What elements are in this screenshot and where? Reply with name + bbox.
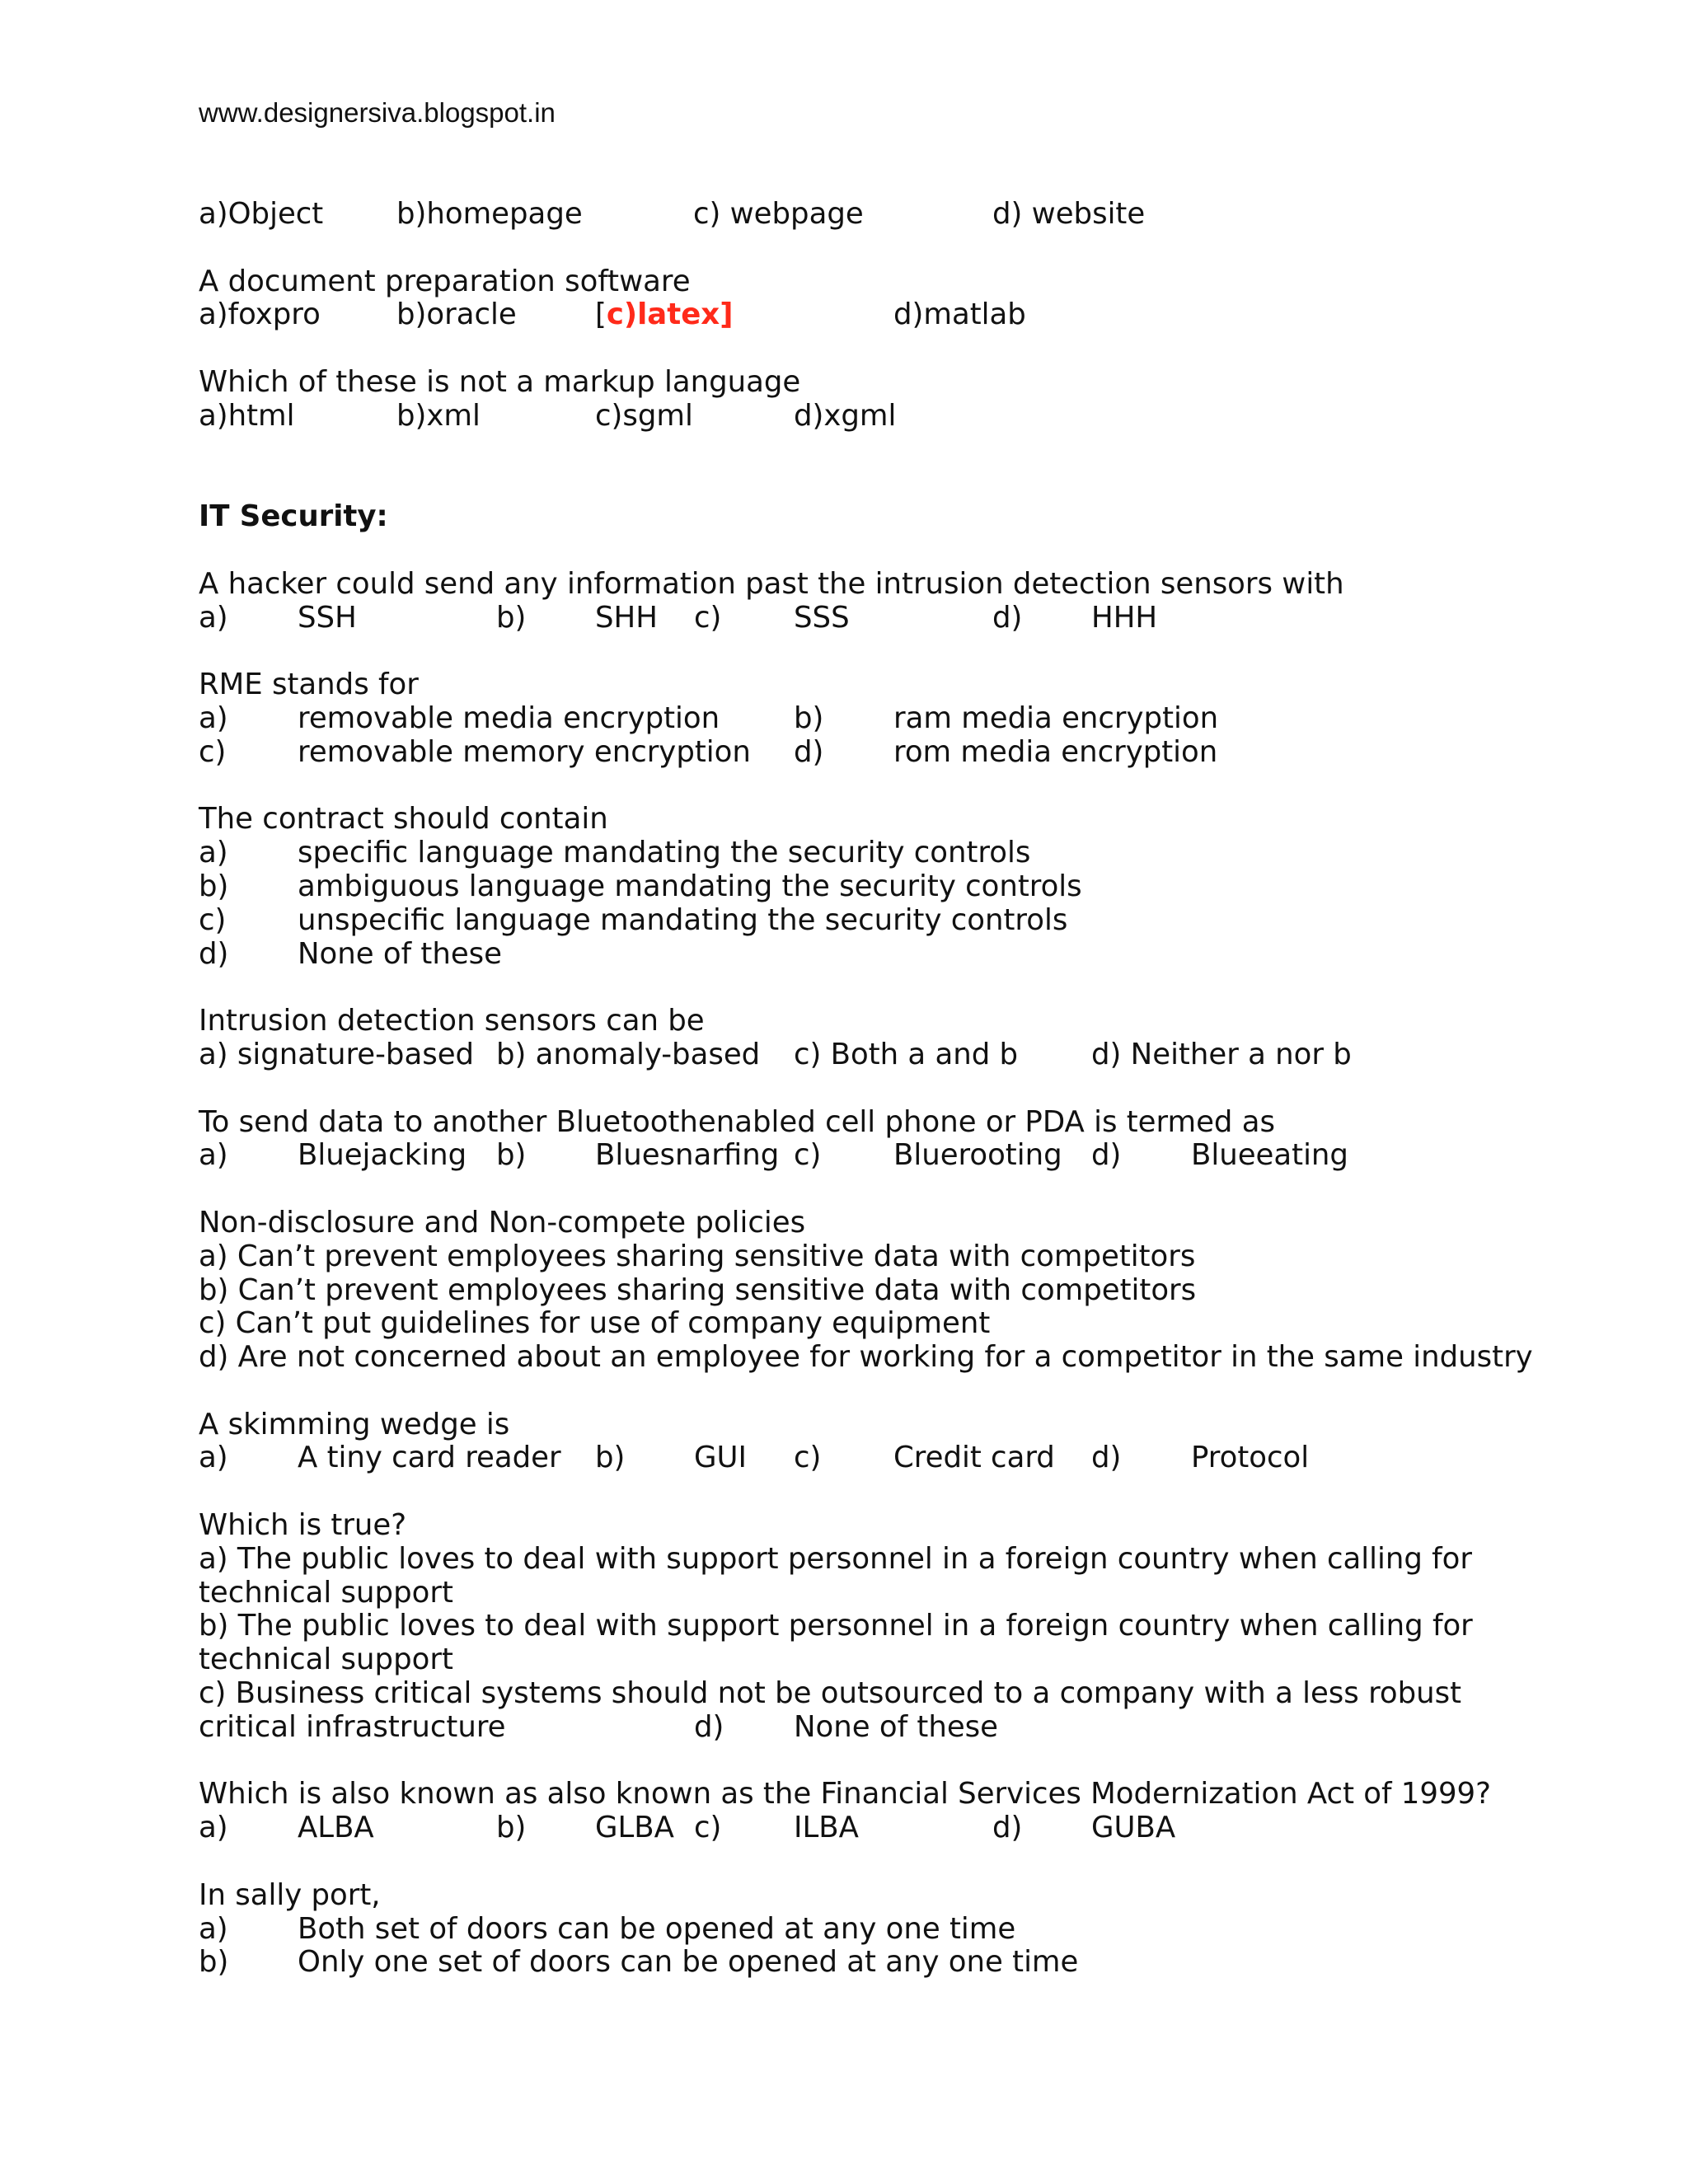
option-b: b)homepage bbox=[396, 197, 583, 231]
option-label: d) bbox=[1091, 1138, 1122, 1173]
option-label: a) bbox=[199, 1811, 228, 1845]
option-value: ILBA bbox=[794, 1811, 859, 1845]
options-row bbox=[199, 736, 1682, 770]
option-value: unspecific language mandating the security controls bbox=[298, 902, 1068, 937]
question-text: A hacker could send any information past the intrusion detection sensors with bbox=[199, 566, 1344, 601]
option-value: specific language mandating the security controls bbox=[298, 836, 1031, 870]
options-row bbox=[199, 702, 1682, 736]
option-b: b)oracle bbox=[396, 298, 517, 332]
header-url: www.designersiva.blogspot.in bbox=[199, 97, 556, 128]
option-label: b) bbox=[794, 701, 824, 735]
option-value: Both set of doors can be opened at any one time bbox=[298, 1911, 1016, 1946]
option-value: rom media encryption bbox=[893, 734, 1218, 769]
options-row bbox=[199, 1711, 1682, 1745]
option-c: c) webpage bbox=[693, 197, 864, 231]
document-body bbox=[199, 198, 1682, 1980]
option-label: c) bbox=[199, 902, 227, 937]
option-value: ambiguous language mandating the security controls bbox=[298, 869, 1082, 903]
options-row bbox=[199, 298, 1682, 332]
option-d: d) Neither a nor b bbox=[1091, 1037, 1352, 1071]
option-value: Blueeating bbox=[1191, 1138, 1348, 1173]
option-value: Only one set of doors can be opened at any one time bbox=[298, 1945, 1079, 1980]
option-label: c) bbox=[794, 1138, 822, 1173]
bracket: [ bbox=[595, 298, 607, 332]
options-row bbox=[199, 602, 1682, 635]
option-label: a) bbox=[199, 701, 228, 735]
option-value: SSS bbox=[794, 600, 850, 635]
option-a-line1: a) The public loves to deal with support personnel in a foreign country when calling for bbox=[199, 1541, 1472, 1576]
option-value: Protocol bbox=[1191, 1441, 1310, 1475]
option-d: d) Are not concerned about an employee for working for a competitor in the same industry bbox=[199, 1340, 1533, 1375]
options-row bbox=[199, 1139, 1682, 1173]
option-value: Bluejacking bbox=[298, 1138, 467, 1173]
question-text: Which is also known as also known as the Financial Services Modernization Act of 1999? bbox=[199, 1777, 1491, 1811]
option-c-line2: critical infrastructure bbox=[199, 1709, 506, 1744]
option-label: b) bbox=[595, 1441, 626, 1475]
option-c: c) Can’t put guidelines for use of company equipment bbox=[199, 1306, 991, 1341]
option-value: Bluesnarfing bbox=[595, 1138, 780, 1173]
option-value: GLBA bbox=[595, 1811, 674, 1845]
question-text: A skimming wedge is bbox=[199, 1407, 510, 1441]
option-value: None of these bbox=[298, 936, 502, 971]
option-value: None of these bbox=[794, 1709, 998, 1744]
options-row bbox=[199, 1811, 1682, 1845]
option-value: ram media encryption bbox=[893, 701, 1219, 735]
option-value: A tiny card reader bbox=[298, 1441, 561, 1475]
question-text: A document preparation software bbox=[199, 264, 691, 298]
option-label: c) bbox=[694, 600, 722, 635]
question-text: Non-disclosure and Non-compete policies bbox=[199, 1205, 806, 1240]
option-label: d) bbox=[1091, 1441, 1122, 1475]
option-a: a)Object bbox=[199, 197, 324, 231]
option-row bbox=[199, 1913, 1682, 1947]
option-row bbox=[199, 904, 1682, 938]
option-label: a) bbox=[199, 1138, 228, 1173]
option-label: c) bbox=[694, 1811, 722, 1845]
option-row bbox=[199, 870, 1682, 904]
option-b: b) Can’t prevent employees sharing sensitive data with competitors bbox=[199, 1272, 1197, 1307]
option-label: a) bbox=[199, 836, 228, 870]
option-b-line1: b) The public loves to deal with support personnel in a foreign country when calling for bbox=[199, 1609, 1473, 1643]
option-c: c) Both a and b bbox=[794, 1037, 1019, 1071]
options-row bbox=[199, 1038, 1682, 1072]
option-a: a) signature-based bbox=[199, 1037, 475, 1071]
question-text: In sally port, bbox=[199, 1877, 381, 1912]
option-label: a) bbox=[199, 600, 228, 635]
option-c-line1: c) Business critical systems should not be outsourced to a company with a less robust bbox=[199, 1676, 1462, 1711]
option-value: removable memory encryption bbox=[298, 734, 751, 769]
option-row bbox=[199, 1946, 1682, 1980]
option-b: b) anomaly-based bbox=[496, 1037, 761, 1071]
option-value: Credit card bbox=[893, 1441, 1055, 1475]
option-c: c)sgml bbox=[595, 398, 693, 433]
option-a: a) Can’t prevent employees sharing sensitive data with competitors bbox=[199, 1239, 1196, 1273]
option-label: d) bbox=[992, 1811, 1023, 1845]
option-label: d) bbox=[694, 1709, 724, 1744]
option-value: GUBA bbox=[1091, 1811, 1176, 1845]
options-row bbox=[199, 1441, 1682, 1475]
option-label: b) bbox=[496, 1138, 527, 1173]
option-label: c) bbox=[199, 734, 227, 769]
option-label: b) bbox=[199, 1945, 229, 1980]
option-label: b) bbox=[199, 869, 229, 903]
option-b: b)xml bbox=[396, 398, 481, 433]
question-text: Which of these is not a markup language bbox=[199, 364, 801, 399]
option-a-line2: technical support bbox=[199, 1575, 453, 1610]
option-label: b) bbox=[496, 1811, 527, 1845]
option-label: d) bbox=[199, 936, 229, 971]
section-heading: IT Security: bbox=[199, 499, 388, 534]
options-row bbox=[199, 198, 1682, 232]
question-text: RME stands for bbox=[199, 668, 419, 702]
option-row bbox=[199, 837, 1682, 870]
option-label: a) bbox=[199, 1911, 228, 1946]
option-d: d)xgml bbox=[794, 398, 897, 433]
option-d: d) website bbox=[992, 197, 1146, 231]
answer-text: c)latex] bbox=[606, 298, 734, 332]
option-label: a) bbox=[199, 1441, 228, 1475]
option-value: GUI bbox=[694, 1441, 747, 1475]
option-label: b) bbox=[496, 600, 527, 635]
option-label: d) bbox=[992, 600, 1023, 635]
option-value: SSH bbox=[298, 600, 357, 635]
option-c-answer bbox=[595, 298, 733, 332]
option-value: Bluerooting bbox=[893, 1138, 1062, 1173]
option-row bbox=[199, 938, 1682, 972]
question-text: Which is true? bbox=[199, 1508, 407, 1543]
option-value: ALBA bbox=[298, 1811, 374, 1845]
option-d: d)matlab bbox=[893, 298, 1026, 332]
option-b-line2: technical support bbox=[199, 1643, 453, 1677]
option-label: c) bbox=[794, 1441, 822, 1475]
option-value: HHH bbox=[1091, 600, 1158, 635]
question-text: To send data to another Bluetoothenabled cell phone or PDA is termed as bbox=[199, 1104, 1275, 1139]
option-value: SHH bbox=[595, 600, 658, 635]
option-value: removable media encryption bbox=[298, 701, 720, 735]
option-label: d) bbox=[794, 734, 824, 769]
options-row bbox=[199, 400, 1682, 434]
option-a: a)foxpro bbox=[199, 298, 321, 332]
question-text: The contract should contain bbox=[199, 802, 608, 837]
question-text: Intrusion detection sensors can be bbox=[199, 1004, 705, 1038]
option-a: a)html bbox=[199, 398, 295, 433]
